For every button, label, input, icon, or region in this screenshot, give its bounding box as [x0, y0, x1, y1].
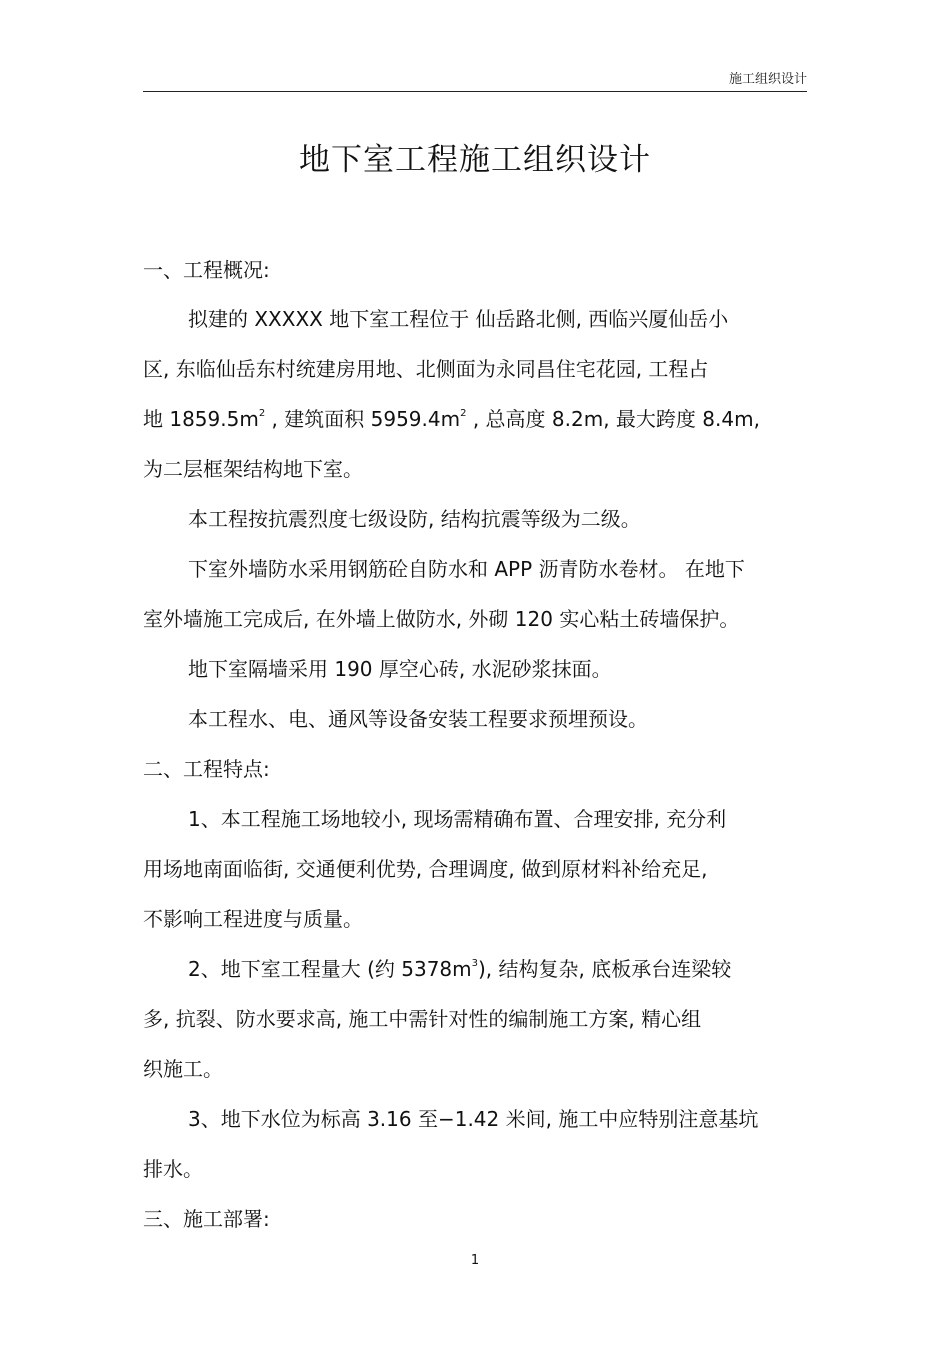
paragraph-line: 区, 东临仙岳东村统建房用地、北侧面为永同昌住宅花园, 工程占	[143, 357, 709, 381]
header-rule	[143, 91, 807, 92]
page-number: 1	[470, 1253, 480, 1268]
text-run: ), 结构复杂, 底板承台连梁较	[478, 957, 732, 981]
document-title: 地下室工程施工组织设计	[299, 142, 651, 178]
paragraph-line: 本工程按抗震烈度七级设防, 结构抗震等级为二级。	[188, 507, 641, 531]
paragraph-line: 为二层框架结构地下室。	[143, 457, 363, 481]
paragraph-line	[143, 406, 760, 432]
text-run: 地 1859.5m	[143, 407, 259, 431]
list-item-line: 不影响工程进度与质量。	[143, 907, 363, 931]
list-item-line: 1、本工程施工场地较小, 现场需精确布置、合理安排, 充分利	[188, 807, 727, 831]
list-item-line: 用场地南面临街, 交通便利优势, 合理调度, 做到原材料补给充足,	[143, 857, 708, 881]
paragraph-line: 拟建的 XXXXX 地下室工程位于 仙岳路北侧, 西临兴厦仙岳小	[188, 307, 729, 331]
superscript: 2	[460, 408, 467, 420]
superscript: 2	[258, 408, 266, 420]
list-item-line: 3、地下水位为标高 3.16 至−1.42 米间, 施工中应特别注意基坑	[188, 1107, 759, 1131]
text-run: 2、地下室工程量大 (约 5378m	[188, 957, 472, 981]
section-heading-1: 一、工程概况:	[143, 258, 270, 282]
section-heading-3: 三、施工部署:	[143, 1207, 270, 1231]
list-item-line: 排水。	[143, 1157, 203, 1181]
paragraph-line: 室外墙施工完成后, 在外墙上做防水, 外砌 120 实心粘土砖墙保护。	[143, 607, 740, 631]
list-item-line: 多, 抗裂、防水要求高, 施工中需针对性的编制施工方案, 精心组	[143, 1007, 702, 1031]
paragraph-line: 地下室隔墙采用 190 厚空心砖, 水泥砂浆抹面。	[188, 657, 612, 681]
text-run: , 总高度 8.2m, 最大跨度 8.4m,	[466, 407, 760, 431]
paragraph-line: 下室外墙防水采用钢筋砼自防水和 APP 沥青防水卷材。 在地下	[188, 557, 745, 581]
running-header: 施工组织设计	[728, 72, 807, 87]
list-item-line: 织施工。	[143, 1057, 223, 1081]
list-item-line	[188, 956, 731, 982]
section-heading-2: 二、工程特点:	[143, 757, 270, 781]
superscript: 3	[471, 958, 478, 970]
paragraph-line: 本工程水、电、通风等设备安装工程要求预埋预设。	[188, 707, 648, 731]
text-run: , 建筑面积 5959.4m	[265, 407, 461, 431]
